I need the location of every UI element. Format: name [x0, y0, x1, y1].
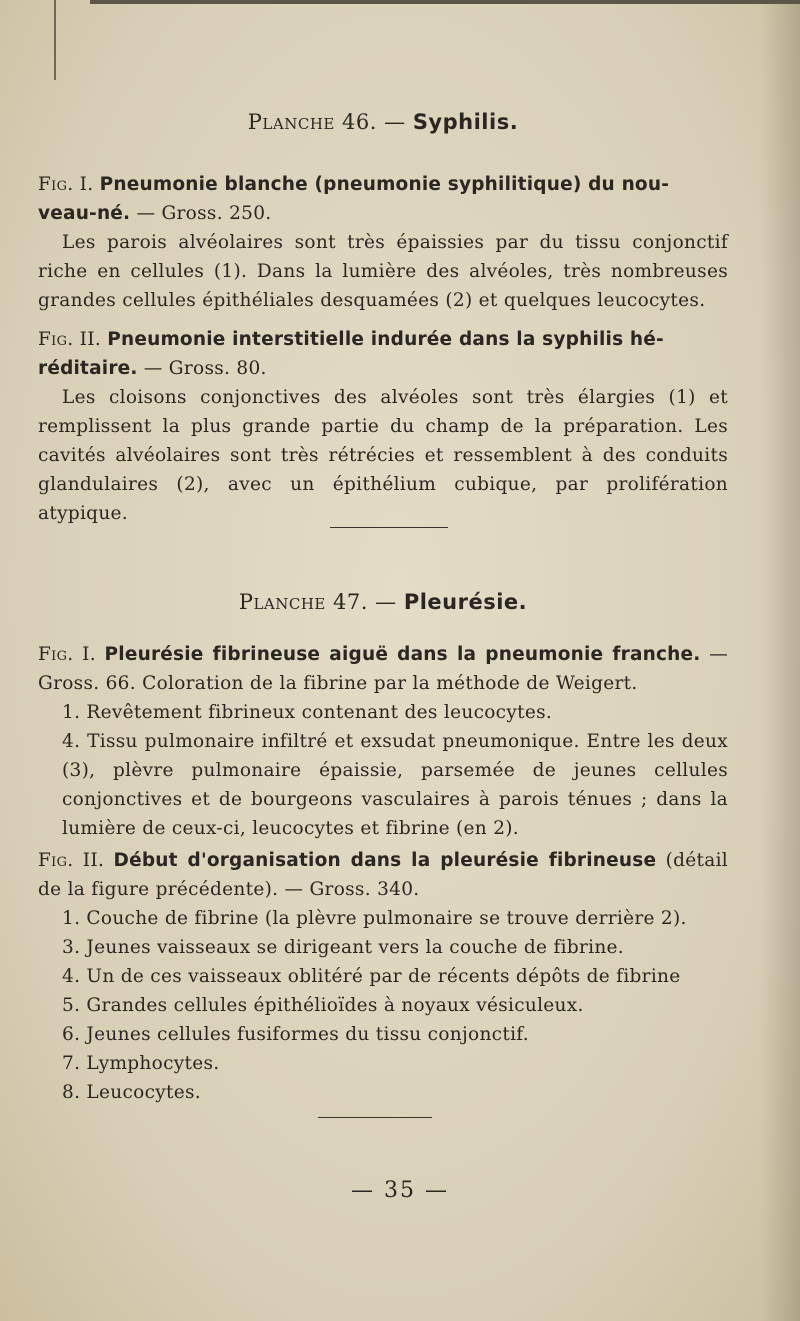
legend-item: 4. Tissu pulmonaire infiltré et exsudat pneumonique. Entre les deux (3), plèvre pulmonaire épaissie, parsemée de jeunes cellules conjonctives et de bourgeons vasculaires à parois ténues ; dans la lumière de ceux-ci, leucocytes et fibrine (en 2). [62, 731, 728, 839]
planche-46-fig-1 [38, 170, 728, 315]
planche-47-label: Planche 47. [238, 590, 368, 614]
fig-title [38, 640, 728, 698]
fig-title-text: Pleurésie fibrineuse aiguë dans la pneumonie franche. [104, 644, 701, 665]
fig-title-text-cont: veau-né. [38, 203, 131, 224]
planche-47-fig-2 [38, 846, 728, 1107]
fig-gross: (détail de la figure précédente). — Gross. 340. [38, 850, 729, 900]
fig-description: Les parois alvéolaires sont très épaissies par du tissu conjonctif riche en cellules (1). Dans la lumière des alvéoles, très nombreuses grandes cellules épithéliales desquamées (2) et quelques leucocytes. [38, 232, 728, 311]
planche-47-subject: Pleurésie. [403, 590, 528, 614]
fig-title-text: Début d'organisation dans la pleurésie fibrineuse [113, 850, 657, 871]
fig-title [38, 170, 728, 228]
planche-46-label: Planche 46. [247, 110, 377, 134]
fig-gross: — Gross. 66. Coloration de la fibrine par la méthode de Weigert. [38, 644, 729, 694]
fig-title-text: Pneumonie blanche (pneumonie syphilitique) du nou- [99, 174, 670, 195]
legend-item: 7. Lymphocytes. [62, 1053, 220, 1074]
legend-item: 1. Couche de fibrine (la plèvre pulmonaire se trouve derrière 2). [62, 908, 687, 929]
planche-46-heading [38, 108, 728, 137]
planche-47-fig-1 [38, 640, 728, 843]
legend-item: 8. Leucocytes. [62, 1082, 201, 1103]
planche-46-fig-2 [38, 325, 728, 528]
fig-gross: — Gross. 80. [143, 358, 267, 379]
fig-title [38, 325, 728, 383]
heading-dash: — [384, 110, 406, 134]
heading-dash: — [375, 590, 397, 614]
fig-title [38, 846, 728, 904]
page-number: — 35 — [351, 1178, 449, 1203]
legend-item: 5. Grandes cellules épithélioïdes à noyaux vésiculeux. [62, 995, 584, 1016]
legend-item: 3. Jeunes vaisseaux se dirigeant vers la couche de fibrine. [62, 937, 624, 958]
section-divider [330, 527, 448, 528]
top-border-line [90, 0, 800, 4]
page-edge-shadow [760, 0, 800, 1321]
fig-label: Fig. I. [38, 644, 96, 665]
corner-mark [36, 0, 56, 80]
planche-47-heading [38, 588, 728, 617]
fig-label: Fig. I. [38, 174, 94, 195]
fig-title-text: Pneumonie interstitielle indurée dans la syphilis hé- [107, 329, 664, 350]
section-divider [318, 1117, 432, 1118]
planche-46-subject: Syphilis. [412, 110, 519, 134]
legend-item: 1. Revêtement fibrineux contenant des leucocytes. [62, 702, 553, 723]
legend-item: 6. Jeunes cellules fusiformes du tissu conjonctif. [62, 1024, 529, 1045]
fig-label: Fig. II. [38, 850, 105, 871]
fig-description: Les cloisons conjonctives des alvéoles sont très élargies (1) et remplissent la plus grande partie du champ de la préparation. Les cavités alvéolaires sont très rétrécies et ressemblent à des conduits glandulaires (2), avec un épithélium cubique, par prolifération atypique. [38, 387, 728, 524]
fig-gross: — Gross. 250. [136, 203, 272, 224]
fig-title-text-cont: réditaire. [38, 358, 138, 379]
legend-item: 4. Un de ces vaisseaux oblitéré par de récents dépôts de fibrine [62, 966, 681, 987]
fig-label: Fig. II. [38, 329, 102, 350]
